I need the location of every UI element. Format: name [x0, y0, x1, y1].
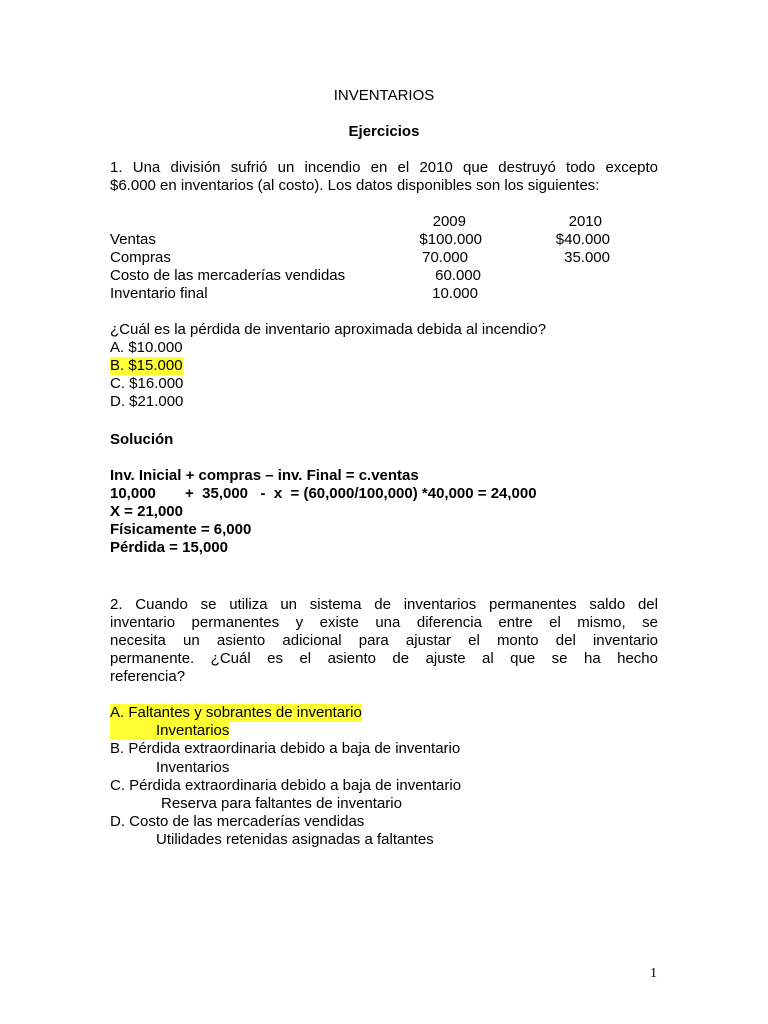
table-cell-2009: 70.000: [422, 249, 468, 266]
document-subtitle: Ejercicios: [348, 123, 420, 140]
solution-line: Pérdida = 15,000: [110, 539, 228, 556]
table-row-label: Ventas: [110, 231, 156, 248]
q2-option-b: B. Pérdida extraordinaria debido a baja de inventario: [110, 740, 461, 757]
q2-text-line: permanente. ¿Cuál es el asiento de ajuste al que se ha hecho: [110, 650, 658, 667]
q2-text-line: 2. Cuando se utiliza un sistema de inventarios permanentes saldo del: [110, 596, 658, 613]
page-number: 1: [650, 966, 657, 981]
q1-option-a: A. $10.000: [110, 339, 183, 356]
q2-option-a-highlighted: A. Faltantes y sobrantes de inventario: [110, 704, 362, 721]
table-cell-2009: $100.000: [419, 231, 482, 248]
table-row-label: Costo de las mercaderías vendidas: [110, 267, 346, 284]
q1-option-c: C. $16.000: [110, 375, 184, 392]
q1-text-line: 1. Una división sufrió un incendio en el 2010 que destruyó todo excepto: [110, 159, 658, 176]
solution-line: X = 21,000: [110, 503, 183, 520]
solution-heading: Solución: [110, 431, 174, 448]
document-title: INVENTARIOS: [333, 87, 435, 104]
solution-line: 10,000 + 35,000 - x = (60,000/100,000) *40,000 = 24,000: [110, 485, 537, 502]
table-row-label: Compras: [110, 249, 171, 266]
q1-text-line: $6.000 en inventarios (al costo). Los datos disponibles son los siguientes:: [110, 177, 600, 194]
q2-option-d: D. Costo de las mercaderías vendidas: [110, 813, 365, 830]
q1-option-d: D. $21.000: [110, 393, 184, 410]
q2-option-a-sub-highlighted: Inventarios: [110, 722, 229, 740]
table-cell-2009: 60.000: [435, 267, 481, 284]
table-cell-2009: 10.000: [432, 285, 478, 302]
q2-text-line: referencia?: [110, 668, 186, 685]
q2-option-d-sub: Utilidades retenidas asignadas a faltantes: [156, 831, 434, 848]
table-header-2010: 2010: [568, 213, 602, 230]
table-cell-2010: $40.000: [555, 231, 610, 248]
table-header-2009: 2009: [432, 213, 466, 230]
q2-option-c: C. Pérdida extraordinaria debido a baja de inventario: [110, 777, 462, 794]
table-cell-2010: 35.000: [564, 249, 610, 266]
q2-option-b-sub: Inventarios: [156, 759, 230, 776]
q2-option-c-sub: Reserva para faltantes de inventario: [161, 795, 402, 812]
q2-text-line: necesita un asiento adicional para ajustar el monto del inventario: [110, 632, 658, 649]
q1-option-b-highlighted: B. $15.000: [110, 357, 183, 374]
q2-text-line: inventario permanentes y existe una diferencia entre el mismo, se: [110, 614, 658, 631]
table-row-label: Inventario final: [110, 285, 208, 302]
solution-line: Físicamente = 6,000: [110, 521, 252, 538]
q1-question: ¿Cuál es la pérdida de inventario aproximada debida al incendio?: [110, 321, 547, 338]
solution-line: Inv. Inicial + compras – inv. Final = c.ventas: [110, 467, 419, 484]
